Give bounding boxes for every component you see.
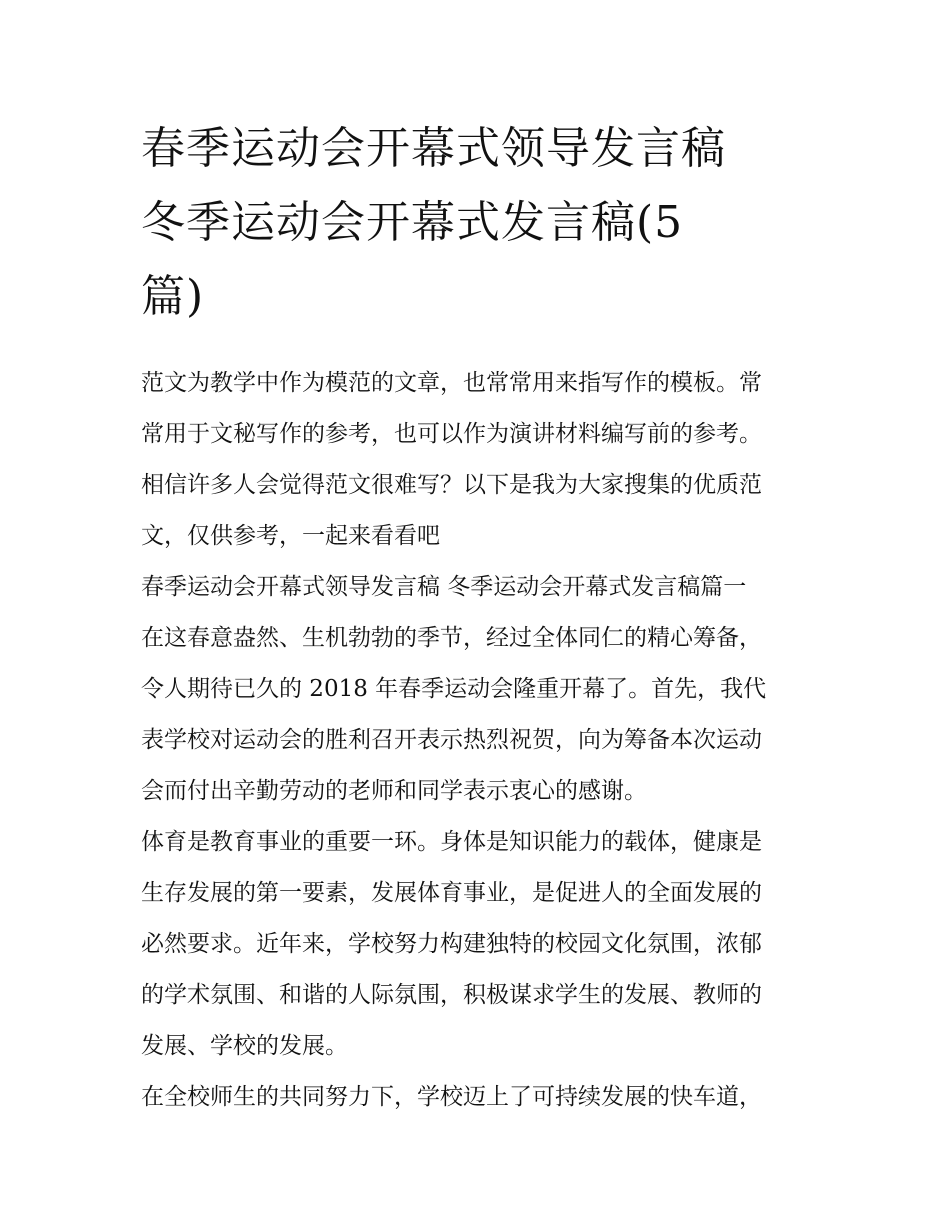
body-line: 文，仅供参考，一起来看看吧 bbox=[141, 523, 440, 549]
body-line: 在这春意盎然、生机勃勃的季节，经过全体同仁的精心筹备， bbox=[141, 625, 762, 651]
document-body bbox=[141, 358, 821, 1123]
title-line: 冬季运动会开幕式发言稿(5 bbox=[141, 197, 684, 248]
body-line: 生存发展的第一要素，发展体育事业，是促进人的全面发展的 bbox=[141, 880, 762, 906]
body-line: 令人期待已久的 2018 年春季运动会隆重开幕了。首先，我代 bbox=[141, 676, 767, 702]
body-line: 春季运动会开幕式领导发言稿 冬季运动会开幕式发言稿篇一 bbox=[141, 574, 747, 600]
title-line: 篇) bbox=[141, 271, 205, 322]
body-line: 必然要求。近年来，学校努力构建独特的校园文化氛围，浓郁 bbox=[141, 931, 762, 957]
body-line: 会而付出辛勤劳动的老师和同学表示衷心的感谢。 bbox=[141, 778, 647, 804]
document-title bbox=[141, 112, 821, 334]
body-line: 的学术氛围、和谐的人际氛围，积极谋求学生的发展、教师的 bbox=[141, 982, 762, 1008]
body-line: 发展、学校的发展。 bbox=[141, 1033, 348, 1059]
body-line: 范文为教学中作为模范的文章，也常常用来指写作的模板。常 bbox=[141, 370, 762, 396]
body-line: 常用于文秘写作的参考，也可以作为演讲材料编写前的参考。 bbox=[141, 421, 762, 447]
body-line: 在全校师生的共同努力下，学校迈上了可持续发展的快车道， bbox=[141, 1084, 762, 1110]
body-line: 体育是教育事业的重要一环。身体是知识能力的载体，健康是 bbox=[141, 829, 762, 855]
title-line: 春季运动会开幕式领导发言稿 bbox=[141, 123, 726, 174]
body-line: 相信许多人会觉得范文很难写？以下是我为大家搜集的优质范 bbox=[141, 472, 762, 498]
body-line: 表学校对运动会的胜利召开表示热烈祝贺，向为筹备本次运动 bbox=[141, 727, 762, 753]
